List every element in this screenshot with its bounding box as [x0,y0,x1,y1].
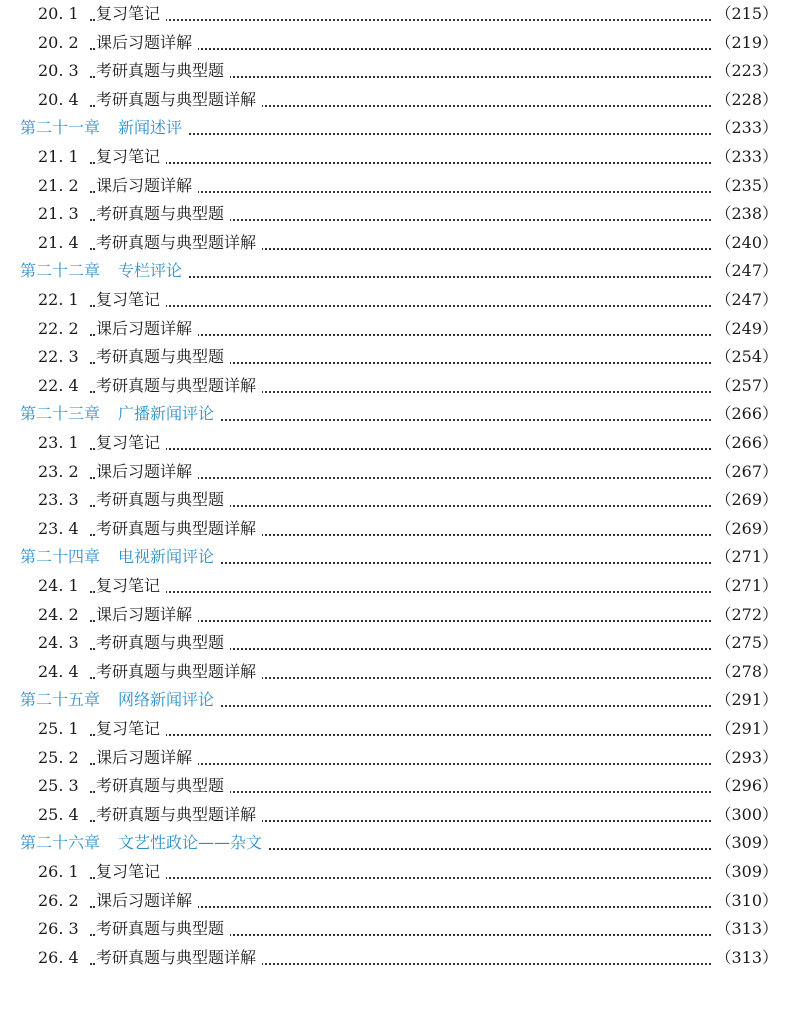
toc-page-number: （266） [711,429,778,457]
toc-section-title: 考研真题与典型题详解 [96,372,262,400]
toc-chapter-number: 第二十六章 [20,833,101,853]
toc-chapter-row [0,114,790,142]
toc-section-number: 26. 2 [38,890,79,910]
toc-section-number: 26. 1 [38,862,79,881]
toc-section-number: 22. 3 [38,347,79,367]
toc-chapter-heading [20,400,220,428]
toc-chapter-title: 网络新闻评论 [118,690,215,710]
toc-page-number: （278） [711,658,778,686]
toc-section-row [0,0,790,28]
toc-section-row [0,515,790,543]
toc-section-number: 23. 2 [38,461,79,481]
toc-section-number: 23. 3 [38,490,79,510]
toc-chapter-heading [20,114,188,142]
toc-page-number: （233） [711,143,778,171]
toc-page-number: （267） [711,458,778,486]
toc-chapter-number: 第二十五章 [20,690,101,710]
toc-section-row [0,601,790,629]
toc-section-title: 复习笔记 [96,572,166,600]
toc-page-number: （238） [711,200,778,228]
toc-chapter-title: 新闻述评 [118,118,183,138]
toc-section-row [0,744,790,772]
toc-chapter-number: 第二十二章 [20,261,101,281]
toc-page-number: （291） [711,715,778,743]
toc-section-number: 24. 2 [38,604,79,624]
toc-section-row [0,372,790,400]
toc-page-number: （249） [711,315,778,343]
toc-section-row [0,887,790,915]
toc-page-number: （240） [711,229,778,257]
toc-section-row [0,944,790,972]
toc-section-title: 复习笔记 [96,0,166,28]
toc-section-row [0,658,790,686]
toc-page-number: （247） [711,257,778,285]
toc-section-number: 26. 4 [38,947,79,967]
toc-chapter-row [0,400,790,428]
toc-section-row [0,915,790,943]
dot-leader [90,448,734,450]
toc-section-row [0,57,790,85]
toc-page-number: （228） [711,86,778,114]
dot-leader [90,734,734,736]
toc-section-title: 考研真题与典型题 [96,772,230,800]
toc-section-number: 22. 1 [38,290,79,309]
toc-page-number: （269） [711,515,778,543]
toc-chapter-title: 电视新闻评论 [118,547,215,567]
toc-section-row [0,200,790,228]
toc-section-row [0,715,790,743]
toc-section-row [0,143,790,171]
toc-section-row [0,572,790,600]
toc-section-number: 25. 3 [38,776,79,796]
toc-page-number: （291） [711,686,778,714]
toc-section-row [0,315,790,343]
toc-page-number: （313） [711,944,778,972]
dot-leader [90,877,734,879]
toc-section-row [0,486,790,514]
toc-section-number: 25. 4 [38,804,79,824]
toc-section-number: 22. 4 [38,375,79,395]
toc-section-title: 复习笔记 [96,429,166,457]
toc-page-number: （300） [711,801,778,829]
toc-section-row [0,858,790,886]
toc-section-number: 21. 1 [38,147,79,166]
toc-chapter-row [0,543,790,571]
toc-page-number: （309） [711,858,778,886]
toc-chapter-heading [20,257,188,285]
toc-page-number: （293） [711,744,778,772]
toc-section-row [0,429,790,457]
toc-section-row [0,86,790,114]
toc-page-number: （313） [711,915,778,943]
toc-page-number: （269） [711,486,778,514]
toc-section-row [0,343,790,371]
toc-page-number: （233） [711,114,778,142]
toc-section-title: 复习笔记 [96,286,166,314]
toc-section-title: 课后习题详解 [96,458,198,486]
toc-chapter-row [0,257,790,285]
toc-section-number: 20. 1 [38,4,79,23]
toc-section-title: 复习笔记 [96,715,166,743]
toc-section-row [0,29,790,57]
toc-section-number: 25. 2 [38,747,79,767]
toc-section-number: 21. 2 [38,175,79,195]
toc-chapter-heading [20,686,220,714]
toc-chapter-heading [20,829,268,857]
toc-chapter-heading [20,543,220,571]
toc-section-title: 考研真题与典型题详解 [96,229,262,257]
toc-section-title: 课后习题详解 [96,744,198,772]
toc-chapter-title: 文艺性政论——杂文 [118,833,263,853]
dot-leader [90,19,734,21]
toc-section-title: 考研真题与典型题详解 [96,86,262,114]
toc-page-number: （219） [711,29,778,57]
toc-section-title: 考研真题与典型题 [96,343,230,371]
toc-page-number: （215） [711,0,778,28]
toc-section-row [0,629,790,657]
toc-section-title: 考研真题与典型题 [96,200,230,228]
toc-section-number: 20. 4 [38,89,79,109]
toc-section-row [0,172,790,200]
toc-section-number: 23. 1 [38,433,79,452]
toc-section-title: 考研真题与典型题 [96,486,230,514]
toc-section-number: 24. 3 [38,633,79,653]
toc-section-number: 24. 4 [38,661,79,681]
toc-page-number: （254） [711,343,778,371]
toc-section-number: 24. 1 [38,576,79,595]
toc-section-number: 22. 2 [38,318,79,338]
toc-section-title: 课后习题详解 [96,315,198,343]
dot-leader [90,305,734,307]
toc-chapter-title: 广播新闻评论 [118,404,215,424]
toc-page-number: （275） [711,629,778,657]
toc-section-row [0,458,790,486]
toc-page-number: （309） [711,829,778,857]
toc-section-title: 考研真题与典型题详解 [96,944,262,972]
toc-chapter-row [0,686,790,714]
toc-section-title: 考研真题与典型题详解 [96,801,262,829]
toc-section-title: 课后习题详解 [96,887,198,915]
toc-section-title: 课后习题详解 [96,29,198,57]
toc-section-row [0,772,790,800]
toc-section-title: 课后习题详解 [96,172,198,200]
toc-page-number: （223） [711,57,778,85]
toc-page-number: （247） [711,286,778,314]
toc-section-number: 20. 3 [38,61,79,81]
toc-page-number: （271） [711,572,778,600]
toc-section-number: 20. 2 [38,32,79,52]
toc-chapter-title: 专栏评论 [118,261,183,281]
toc-section-title: 考研真题与典型题 [96,57,230,85]
toc-chapter-number: 第二十三章 [20,404,101,424]
toc-page-number: （296） [711,772,778,800]
toc-section-row [0,286,790,314]
toc-section-title: 考研真题与典型题详解 [96,515,262,543]
toc-chapter-row [0,829,790,857]
toc-section-row [0,801,790,829]
toc-page-number: （266） [711,400,778,428]
toc-section-number: 25. 1 [38,719,79,738]
toc-page-number: （272） [711,601,778,629]
toc-section-title: 考研真题与典型题详解 [96,658,262,686]
toc-page-number: （271） [711,543,778,571]
dot-leader [90,162,734,164]
toc-chapter-number: 第二十四章 [20,547,101,567]
toc-section-title: 考研真题与典型题 [96,915,230,943]
toc-chapter-number: 第二十一章 [20,118,101,138]
toc-section-title: 复习笔记 [96,858,166,886]
toc-section-title: 考研真题与典型题 [96,629,230,657]
toc-section-row [0,229,790,257]
toc-page-number: （310） [711,887,778,915]
toc-section-number: 23. 4 [38,518,79,538]
dot-leader [90,591,734,593]
toc-page-number: （235） [711,172,778,200]
toc-section-title: 课后习题详解 [96,601,198,629]
toc-section-number: 21. 3 [38,204,79,224]
toc-section-number: 21. 4 [38,232,79,252]
toc-page-number: （257） [711,372,778,400]
toc-section-number: 26. 3 [38,919,79,939]
toc-section-title: 复习笔记 [96,143,166,171]
